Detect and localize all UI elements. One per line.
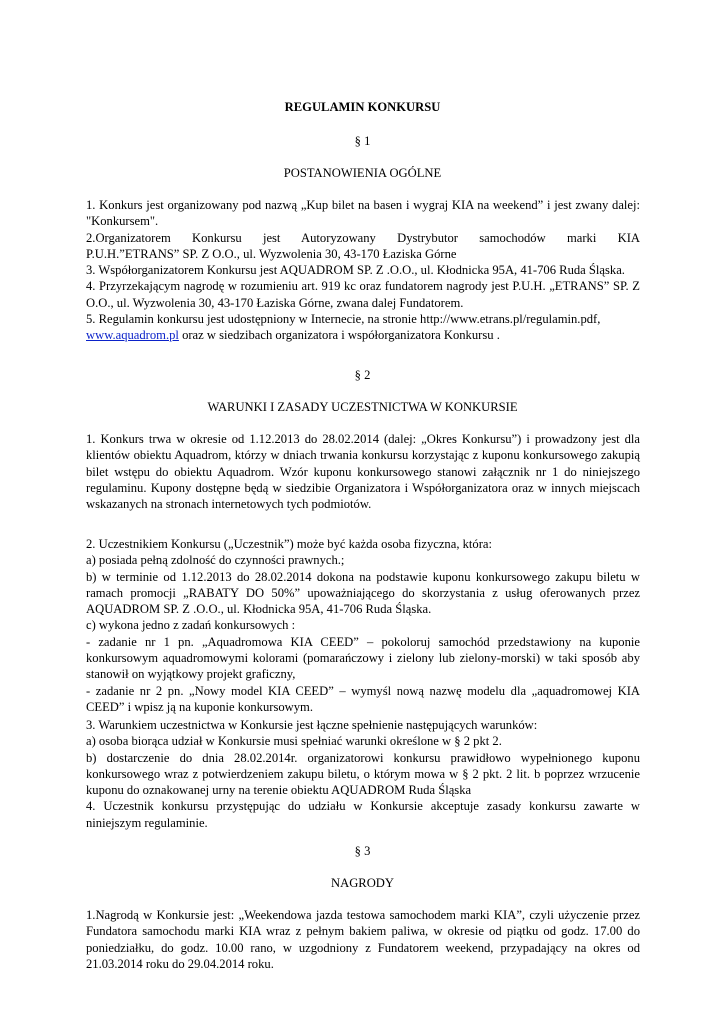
- section-3-heading: NAGRODY: [331, 876, 394, 890]
- paragraph: 2. Uczestnikiem Konkursu („Uczestnik”) może być każda osoba fizyczna, która:: [86, 537, 492, 551]
- paragraph: 3. Współorganizatorem Konkursu jest AQUADROM SP. Z .O.O., ul. Kłodnicka 95A, 41-706 Ruda Śląska.: [86, 263, 625, 278]
- paragraph: 4. Uczestnik konkursu przystępując do udziału w Konkursie akceptuje zasady konkursu zawarte w niniejszym regulaminie.: [86, 799, 640, 830]
- list-item: a) posiada pełną zdolność do czynności prawnych.;: [86, 553, 345, 568]
- section-3-body: [86, 907, 640, 972]
- section-2-heading: WARUNKI I ZASADY UCZESTNICTWA W KONKURSIE: [207, 400, 518, 414]
- paragraph-text: 5. Regulamin konkursu jest udostępniony w Internecie, na stronie http://www.etrans.pl/regulamin.pdf,: [86, 312, 601, 327]
- paragraph: 2.Organizatorem Konkursu jest Autoryzowany Dystrybutor samochodów marki KIA: [86, 230, 640, 245]
- document-title: REGULAMIN KONKURSU: [284, 100, 441, 114]
- paragraph: 1.Nagrodą w Konkursie jest: „Weekendowa jazda testowa samochodem marki KIA”, czyli użyczenie przez Fundatora samochodu marki KIA wraz z pełnym bakiem paliwa, w okresie od piątku od godz. 17.00 do poniedziałku, do godz. 10.00 rano, w uzgodniony z Fundatorem weekend, przypadający na okres od 21.03.2014 roku do 29.04.2014 roku.: [86, 908, 640, 971]
- section-2-participant: [86, 536, 640, 715]
- section-2-number: § 2: [354, 368, 371, 382]
- list-item: c) wykona jedno z zadań konkursowych :: [86, 618, 296, 633]
- section-2-body: [86, 431, 640, 512]
- paragraph: 4. Przyrzekającym nagrodę w rozumieniu art. 919 kc oraz fundatorem nagrody jest P.U.H. „ETRANS” SP. Z O.O., ul. Wyzwolenia 30, 43-170 Łaziska Górne, zwana dalej Fundatorem.: [86, 279, 640, 310]
- list-item: a) osoba biorąca udział w Konkursie musi spełniać warunki określone w § 2 pkt 2.: [86, 734, 502, 749]
- section-3-number: § 3: [354, 844, 371, 858]
- section-2-conditions: [86, 717, 640, 831]
- paragraph: 1. Konkurs trwa w okresie od 1.12.2013 do 28.02.2014 (dalej: „Okres Konkursu”) i prowadzony jest dla klientów obiektu Aquadrom, którzy w dniach trwania konkursu korzystając z kuponu konkursowego zakupią bilet wstępu do obiektu Aquadrom. Wzór kuponu konkursowego stanowi załącznik nr 1 do niniejszego regulaminu. Kupony dostępne będą w siedzibie Organizatora i Współorganizatora oraz w innych miejscach wskazanych na stronach internetowych tych podmiotów.: [86, 432, 640, 512]
- aquadrom-link[interactable]: www.aquadrom.pl: [86, 328, 179, 343]
- section-1-number: § 1: [354, 134, 371, 148]
- section-1-body: [86, 197, 640, 344]
- paragraph: P.U.H.”ETRANS” SP. Z O.O., ul. Wyzwolenia 30, 43-170 Łaziska Górne: [86, 246, 457, 261]
- paragraph: 3. Warunkiem uczestnictwa w Konkursie jest łączne spełnienie następujących warunków:: [86, 718, 538, 732]
- list-item: - zadanie nr 1 pn. „Aquadromowa KIA CEED” – pokoloruj samochód przedstawiony na kuponie konkursowym aquadromowymi kolorami (pomarańczowy i zielony lub zielony-morski) w taki sposób aby stanowił on wyjątkowy projekt graficzny,: [86, 634, 640, 682]
- paragraph-text: oraz w siedzibach organizatora i współorganizatora Konkursu .: [178, 328, 500, 343]
- list-item: b) dostarczenie do dnia 28.02.2014r. organizatorowi konkursu prawidłowo wypełnionego kuponu konkursowego wraz z potwierdzeniem zakupu biletu, o którym mowa w § 2 pkt. 2 lit. b poprzez wrzucenie kuponu do oznakowanej urny na terenie obiektu AQUADROM Ruda Śląska: [86, 750, 640, 798]
- paragraph: 1. Konkurs jest organizowany pod nazwą „Kup bilet na basen i wygraj KIA na weekend” i jest zwany dalej: "Konkursem".: [86, 198, 640, 229]
- paragraph: [86, 311, 640, 344]
- list-item: b) w terminie od 1.12.2013 do 28.02.2014 dokona na podstawie kuponu konkursowego zakupu biletu w ramach promocji „RABATY DO 50%” upoważniającego do skorzystania z usług oferowanych przez AQUADROM SP. Z .O.O., ul. Kłodnicka 95A, 41-706 Ruda Śląska.: [86, 569, 640, 617]
- list-item: - zadanie nr 2 pn. „Nowy model KIA CEED” – wymyśl nową nazwę modelu dla „aquadromowej KIA CEED” i wpisz ją na kuponie konkursowym.: [86, 683, 640, 714]
- section-1-heading: POSTANOWIENIA OGÓLNE: [283, 166, 442, 180]
